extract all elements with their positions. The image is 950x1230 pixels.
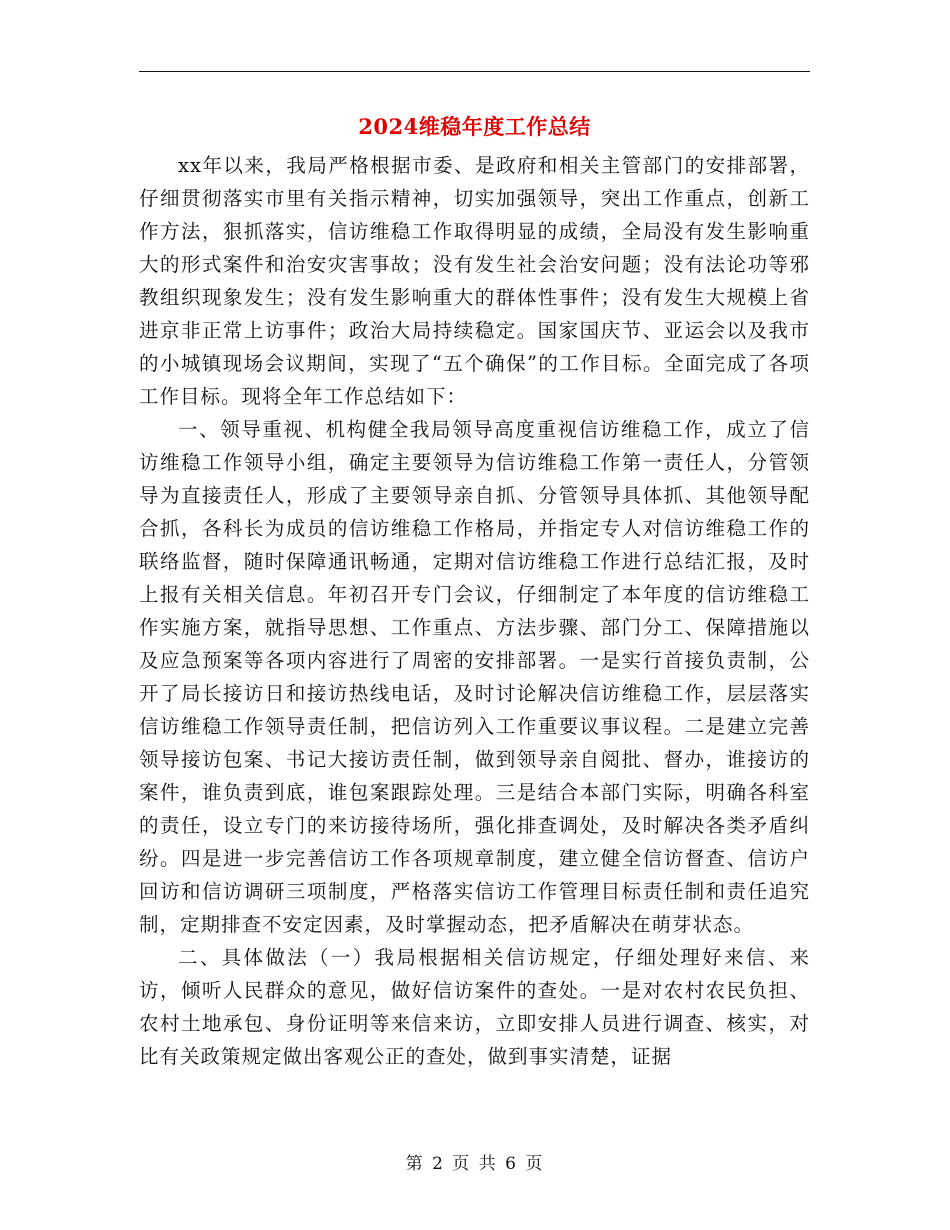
header-rule — [139, 71, 810, 72]
paragraph-intro: xx年以来，我局严格根据市委、是政府和相关主管部门的安排部署，仔细贯彻落实市里有关指示精神，切实加强领导，突出工作重点，创新工作方法，狠抓落实，信访维稳工作取得明显的成绩，全局没有发生影响重大的形式案件和治安灾害事故；没有发生社会治安问题；没有法论功等邪教组织现象发生；没有发生影响重大的群体性事件；没有发生大规模上省进京非正常上访事件；政治大局持续稳定。国家国庆节、亚运会以及我市的小城镇现场会议期间，实现了“五个确保”的工作目标。全面完成了各项工作目标。现将全年工作总结如下： — [139, 154, 810, 408]
page-number: 第 2 页 共 6 页 — [405, 1154, 545, 1174]
paragraph-section-2: 二、具体做法（一）我局根据相关信访规定，仔细处理好来信、来访，倾听人民群众的意见，做好信访案件的查处。一是对农村农民负担、农村土地承包、身份证明等来信来访，立即安排人员进行调查、核实，对比有关政策规定做出客观公正的查处，做到事实清楚，证据 — [139, 946, 810, 1068]
document-body — [139, 149, 810, 1073]
page-footer — [0, 1152, 950, 1176]
paragraph-section-1: 一、领导重视、机构健全我局领导高度重视信访维稳工作，成立了信访维稳工作领导小组，确定主要领导为信访维稳工作第一责任人，分管领导为直接责任人，形成了主要领导亲自抓、分管领导具体抓、其他领导配合抓，各科长为成员的信访维稳工作格局，并指定专人对信访维稳工作的联络监督，随时保障通讯畅通，定期对信访维稳工作进行总结汇报，及时上报有关相关信息。年初召开专门会议，仔细制定了本年度的信访维稳工作实施方案，就指导思想、工作重点、方法步骤、部门分工、保障措施以及应急预案等各项内容进行了周密的安排部署。一是实行首接负责制，公开了局长接访日和接访热线电话，及时讨论解决信访维稳工作，层层落实信访维稳工作领导责任制，把信访列入工作重要议事议程。二是建立完善领导接访包案、书记大接访责任制，做到领导亲自阅批、督办，谁接访的案件，谁负责到底，谁包案跟踪处理。三是结合本部门实际，明确各科室的责任，设立专门的来访接待场所，强化排查调处，及时解决各类矛盾纠纷。四是进一步完善信访工作各项规章制度，建立健全信访督查、信访户回访和信访调研三项制度，严格落实信访工作管理目标责任制和责任追究制，定期排查不安定因素，及时掌握动态，把矛盾解决在萌芽状态。 — [139, 418, 810, 936]
document-title: 2024维稳年度工作总结 — [358, 114, 591, 139]
